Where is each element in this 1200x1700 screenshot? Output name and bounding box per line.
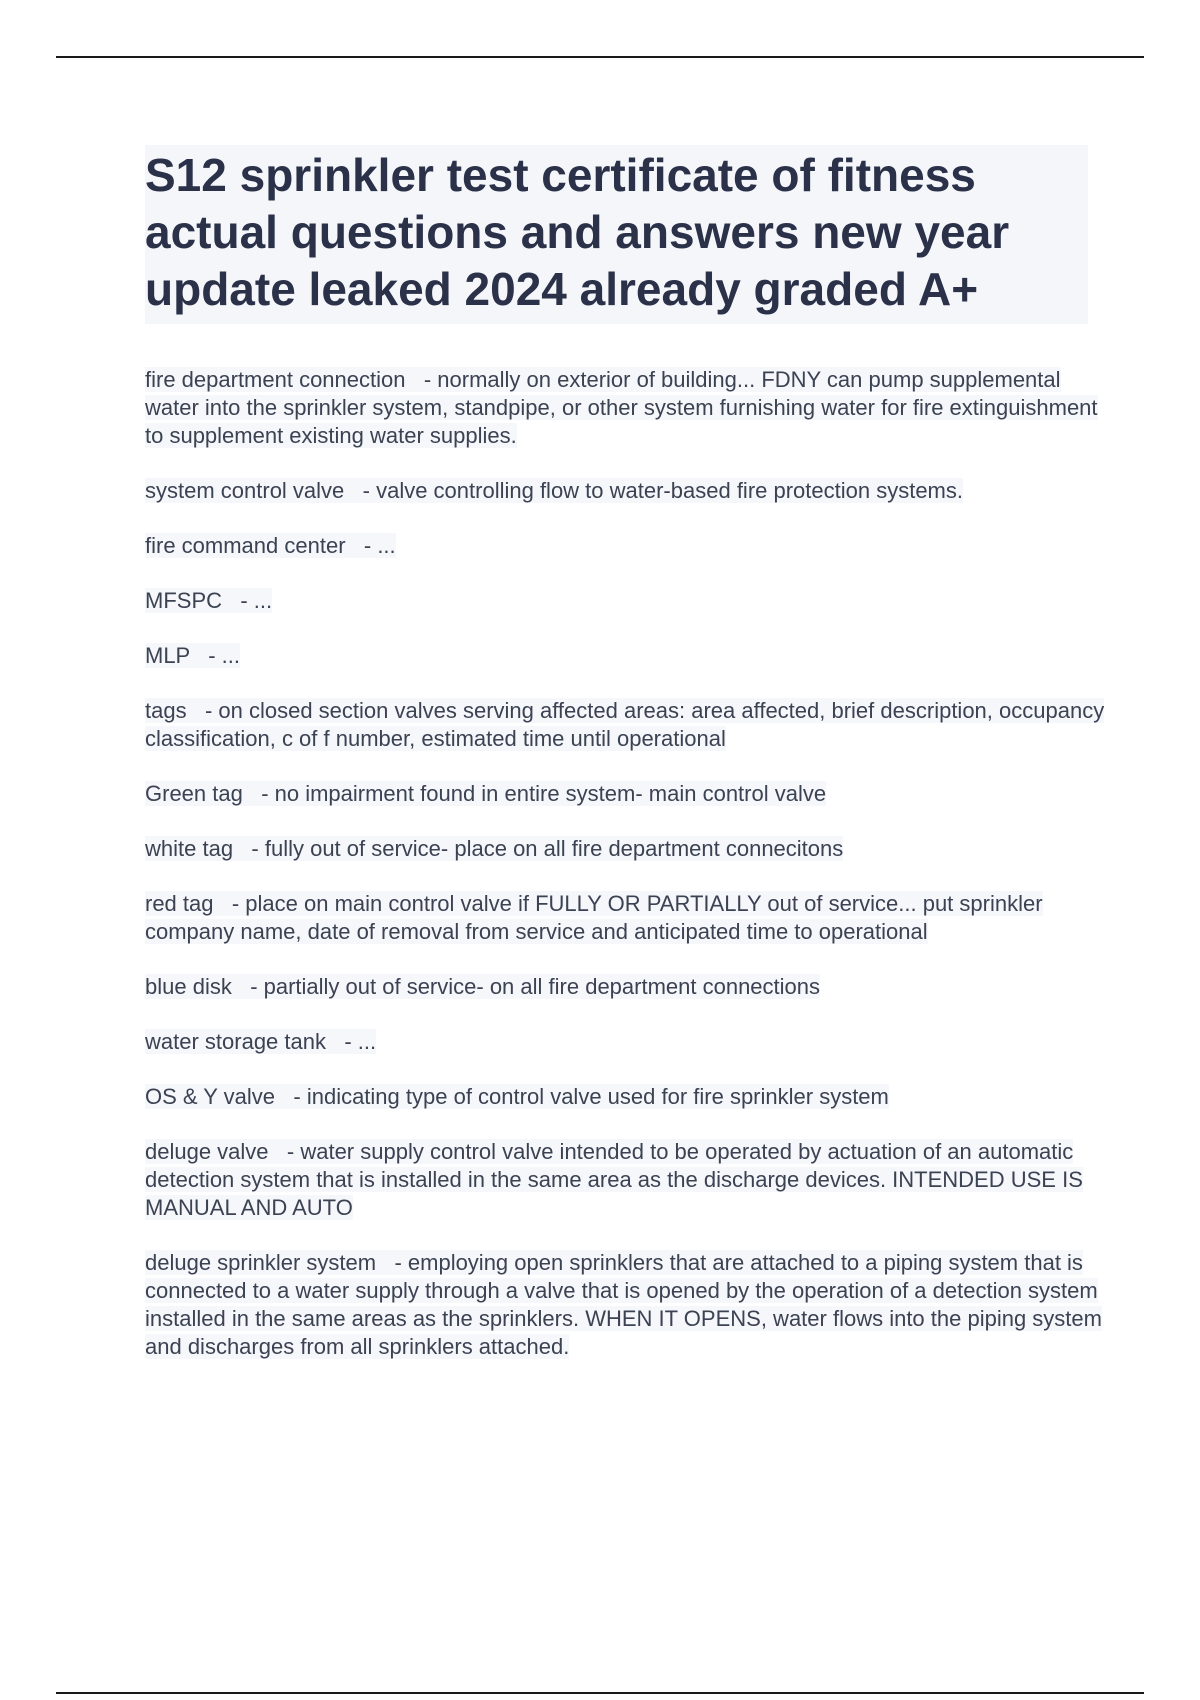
- flashcard-entry: [145, 366, 1105, 450]
- flashcard-entry: [145, 642, 1105, 670]
- flashcard-entry: [145, 477, 1105, 505]
- flashcard-term: fire department connection: [145, 367, 406, 392]
- flashcard-entry: [145, 890, 1105, 946]
- flashcard-list: [145, 366, 1105, 1388]
- flashcard-entry: [145, 1083, 1105, 1111]
- flashcard-entry: [145, 1028, 1105, 1056]
- flashcard-term: MFSPC: [145, 588, 222, 613]
- flashcard-entry: [145, 835, 1105, 863]
- flashcard-term: red tag: [145, 891, 214, 916]
- flashcard-definition: - ...: [363, 533, 396, 558]
- flashcard-term: deluge valve: [145, 1139, 269, 1164]
- flashcard-entry: [145, 532, 1105, 560]
- flashcard-term: blue disk: [145, 974, 232, 999]
- flashcard-definition: - normally on exterior of building... FDNY can pump supplemental water into the sprinkler system, standpipe, or other system furnishing water for fire extinguishment to supplement existing water supplies.: [145, 367, 1098, 448]
- top-rule: [56, 56, 1144, 58]
- title-block: [145, 145, 1088, 324]
- flashcard-entry: [145, 973, 1105, 1001]
- flashcard-term: deluge sprinkler system: [145, 1250, 377, 1275]
- flashcard-definition: - no impairment found in entire system- main control valve: [261, 781, 827, 806]
- flashcard-definition: - indicating type of control valve used for fire sprinkler system: [293, 1084, 889, 1109]
- flashcard-term: white tag: [145, 836, 234, 861]
- flashcard-definition: - ...: [208, 643, 240, 668]
- flashcard-term: system control valve: [145, 478, 345, 503]
- flashcard-term: Green tag: [145, 781, 243, 806]
- flashcard-definition: - fully out of service- place on all fire department connecitons: [251, 836, 844, 861]
- flashcard-definition: - partially out of service- on all fire department connections: [250, 974, 821, 999]
- flashcard-entry: [145, 780, 1105, 808]
- flashcard-definition: - ...: [344, 1029, 377, 1054]
- flashcard-definition: - employing open sprinklers that are attached to a piping system that is connected to a water supply through a valve that is opened by the operation of a detection system installed in the same areas as the sprinklers. WHEN IT OPENS, water flows into the piping system and discharges from all sprinklers attached.: [145, 1250, 1102, 1359]
- flashcard-entry: [145, 1249, 1105, 1361]
- flashcard-definition: - on closed section valves serving affected areas: area affected, brief description, occupancy classification, c of f number, estimated time until operational: [145, 698, 1105, 751]
- flashcard-term: OS & Y valve: [145, 1084, 276, 1109]
- flashcard-definition: - place on main control valve if FULLY OR PARTIALLY out of service... put sprinkler company name, date of removal from service and anticipated time to operational: [145, 891, 1043, 944]
- flashcard-term: water storage tank: [145, 1029, 326, 1054]
- flashcard-entry: [145, 1138, 1105, 1222]
- flashcard-entry: [145, 697, 1105, 753]
- flashcard-definition: - ...: [240, 588, 273, 613]
- flashcard-term: fire command center: [145, 533, 346, 558]
- flashcard-term: tags: [145, 698, 187, 723]
- document-title: S12 sprinkler test certificate of fitness actual questions and answers new year update leaked 2024 already graded A+: [145, 149, 1010, 315]
- flashcard-term: MLP: [145, 643, 190, 668]
- flashcard-definition: - water supply control valve intended to be operated by actuation of an automatic detection system that is installed in the same area as the discharge devices. INTENDED USE IS MANUAL AND AUTO: [145, 1139, 1083, 1220]
- bottom-rule: [56, 1692, 1144, 1694]
- flashcard-definition: - valve controlling flow to water-based fire protection systems.: [362, 478, 963, 503]
- flashcard-entry: [145, 587, 1105, 615]
